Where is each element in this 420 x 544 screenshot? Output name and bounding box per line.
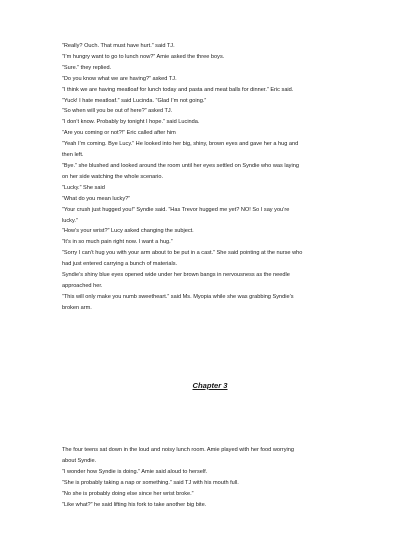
text-line: approached her. — [62, 282, 103, 289]
text-line: on her side watching the whole scenario. — [62, 173, 164, 180]
text-line: “How’s your wrist?” Lucy asked changing the subject. — [62, 228, 194, 235]
story-text-block-1 — [62, 41, 362, 314]
text-line: “No she is probably doing else since her wrist broke.” — [62, 490, 194, 497]
text-line: then left. — [62, 152, 84, 159]
text-line: “Sure.” they replied. — [62, 64, 112, 71]
text-line: “What do you mean lucky?” — [62, 195, 131, 202]
text-line: lucky.” — [62, 217, 78, 224]
text-line: broken arm. — [62, 304, 92, 311]
text-line: “This will only make you numb sweetheart.” said Ms. Myopia while she was grabbing Syndie’s — [62, 293, 294, 300]
text-line: The four teens sat down in the loud and noisy lunch room. Amie played with her food worrying — [62, 447, 294, 453]
text-line: “Bye.” she blushed and looked around the room until her eyes settled on Syndie who was laying — [62, 162, 299, 169]
text-line: “She is probably taking a nap or something.” said TJ with his mouth full. — [62, 479, 239, 486]
text-line: “Really? Ouch. That must have hurt.” said TJ. — [62, 43, 175, 49]
text-line: had just entered carrying a bunch of materials. — [62, 261, 178, 268]
text-line: about Syndie. — [62, 457, 97, 464]
chapter-heading: Chapter 3 — [192, 381, 228, 390]
text-line: “I think we are having meatloaf for lunch today and pasta and meat balls for dinner.” Eric said. — [62, 86, 294, 93]
text-line: “Lucky.” She said — [62, 184, 105, 191]
text-line: Syndie’s shiny blue eyes opened wide under her brown bangs in nervousness as the needle — [62, 272, 290, 279]
text-line: “So when will you be out of here?” asked TJ. — [62, 108, 173, 115]
text-line: “Yuck! I hate meatloaf.” said Lucinda. “Glad I’m not going.” — [62, 97, 207, 104]
text-line: “It’s in so much pain right now. I want a hug.” — [62, 239, 173, 246]
text-line: “Sorry I can’t hug you with your arm about to be put in a cast.” She said pointing at the nurse who — [62, 250, 303, 257]
story-text-block-2 — [62, 445, 362, 510]
text-line: “Your crush just hugged you!” Syndie said. “Has Trevor hugged me yet? NO! So I say you’re — [62, 206, 290, 213]
text-line: “I don’t know. Probably by tonight I hope.” said Lucinda. — [62, 119, 200, 126]
text-line: “I’m hungry want to go to lunch now?” Amie asked the three boys. — [62, 53, 225, 60]
text-line: “Do you know what we are having?” asked TJ. — [62, 75, 177, 82]
text-line: “Yeah I’m coming. Bye Lucy.” He looked into her big, shiny, brown eyes and gave her a hug and — [62, 141, 299, 148]
text-line: “Like what?” he said lifting his fork to take another big bite. — [62, 501, 207, 508]
text-line: “Are you coming or not?!” Eric called after him — [62, 130, 176, 137]
text-line: “I wonder how Syndie is doing.” Amie said aloud to herself. — [62, 468, 208, 475]
